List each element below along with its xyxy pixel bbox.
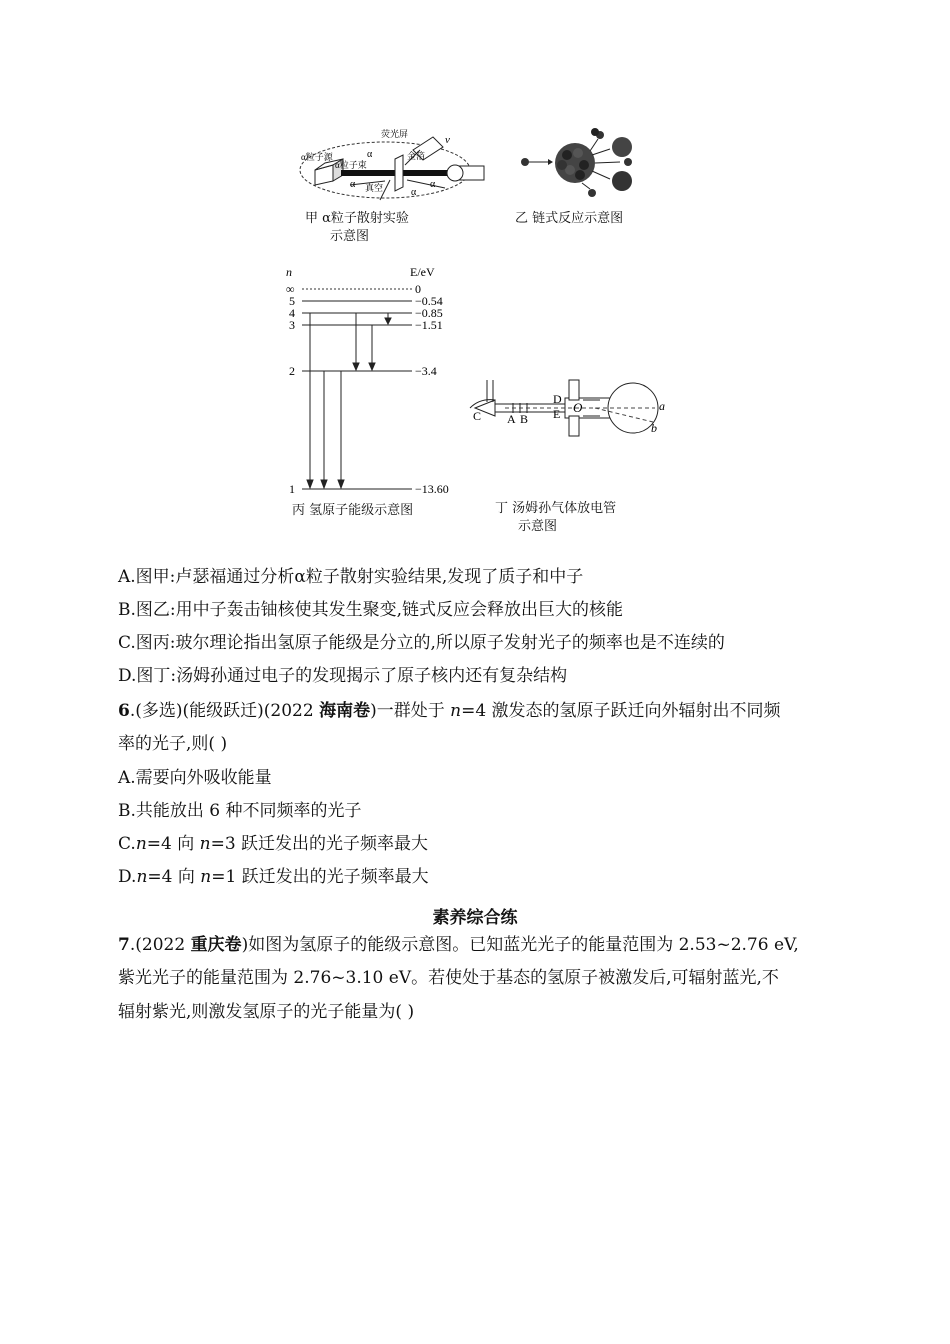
section-title: 素养综合练 [432,908,518,928]
q6-source: 海南卷 [319,701,371,721]
figure-bing-caption: 丙 氢原子能级示意图 [292,503,414,518]
q7-number: 7 [118,935,130,955]
figure-yi-caption: 乙 链式反应示意图 [515,211,624,226]
alpha-source-label: α粒子源 [301,152,333,162]
e-label-4: −0.85 [415,306,443,320]
v-label: v [445,134,450,146]
q7-line1: 7.(2022 重庆卷)如图为氢原子的能级示意图。已知蓝光光子的能量范围为 2.53~2.76 eV, [118,935,799,955]
alpha-scattering-figure [295,125,495,205]
q6-stem-part2: =4 激发态的氢原子跃迁向外辐射出不同频 [461,701,781,721]
q7-line2: 紫光光子的能量范围为 2.76~3.10 eV。若使处于基态的氢原子被激发后,可辐射蓝光,不 [118,968,779,988]
n-label-3: 3 [289,318,295,332]
chain-reaction-figure [520,125,650,200]
q6-n-var: n [450,701,462,721]
q5-option-d: D.图丁:汤姆孙通过电子的发现揭示了原子核内还有复杂结构 [118,666,568,686]
q6-stem-part1: )一群处于 [370,701,451,721]
thomson-tube-figure [465,370,675,445]
q6-number: 6 [118,701,130,721]
n-label-4: 4 [289,306,295,320]
tube-label-a-point: a [659,399,665,413]
n-label-inf: ∞ [286,282,295,296]
q7-source: 重庆卷 [190,935,242,955]
alpha-symbol-1: α [367,149,373,160]
q6-option-c: C.n=4 向 n=3 跃迁发出的光子频率最大 [118,834,429,854]
gold-foil-label: 金箔 [407,151,426,161]
alpha-symbol-3: α [411,187,417,198]
q6-stem-line2: 率的光子,则( ) [118,734,228,754]
alpha-symbol-4: α [430,179,436,190]
q6-stem-line1 [118,700,781,722]
q5-option-b: B.图乙:用中子轰击铀核使其发生聚变,链式反应会释放出巨大的核能 [118,600,624,620]
n-label-1: 1 [289,482,295,496]
q5-option-a: A.图甲:卢瑟福通过分析α粒子散射实验结果,发现了质子和中子 [118,567,584,587]
vacuum-label: 真空 [365,183,384,193]
figure-ding-caption-line2: 示意图 [518,519,558,534]
e-label-3: −1.51 [415,318,443,332]
tube-label-b: B [520,412,529,426]
figure-ding-caption-line1: 丁 汤姆孙气体放电管 [495,501,617,516]
n-label-2: 2 [289,364,295,378]
n-label-5: 5 [289,294,295,308]
e-label-inf: 0 [415,282,421,296]
tube-label-b-point: b [651,421,657,435]
energy-level-diagram [280,262,470,502]
e-label-2: −3.4 [415,364,437,378]
e-label-5: −0.54 [415,294,443,308]
tube-label-a: A [507,412,516,426]
tube-label-c: C [473,409,482,423]
alpha-beam-label: α粒子束 [335,160,367,170]
q6-option-d: D.n=4 向 n=1 跃迁发出的光子频率最大 [118,867,429,887]
q5-option-c: C.图丙:玻尔理论指出氢原子能级是分立的,所以原子发射光子的频率也是不连续的 [118,633,725,653]
figure-jia-caption-line1: 甲 α粒子散射实验 [305,211,409,226]
tube-label-d: D [553,392,562,406]
alpha-symbol-2: α [350,179,356,190]
n-header: n [286,265,292,279]
q7-line3: 辐射紫光,则激发氢原子的光子能量为( ) [118,1002,415,1022]
e-label-1: −13.60 [415,482,449,496]
q6-option-b: B.共能放出 6 种不同频率的光子 [118,801,362,821]
tube-label-e: E [553,407,561,421]
tube-label-o: O [573,400,583,415]
e-header: E/eV [410,265,435,279]
q6-option-a: A.需要向外吸收能量 [118,768,272,788]
screen-label: 荧光屏 [381,129,409,139]
q6-tag: .(多选)(能级跃迁)(2022 [129,701,320,721]
figure-jia-caption-line2: 示意图 [330,229,370,244]
